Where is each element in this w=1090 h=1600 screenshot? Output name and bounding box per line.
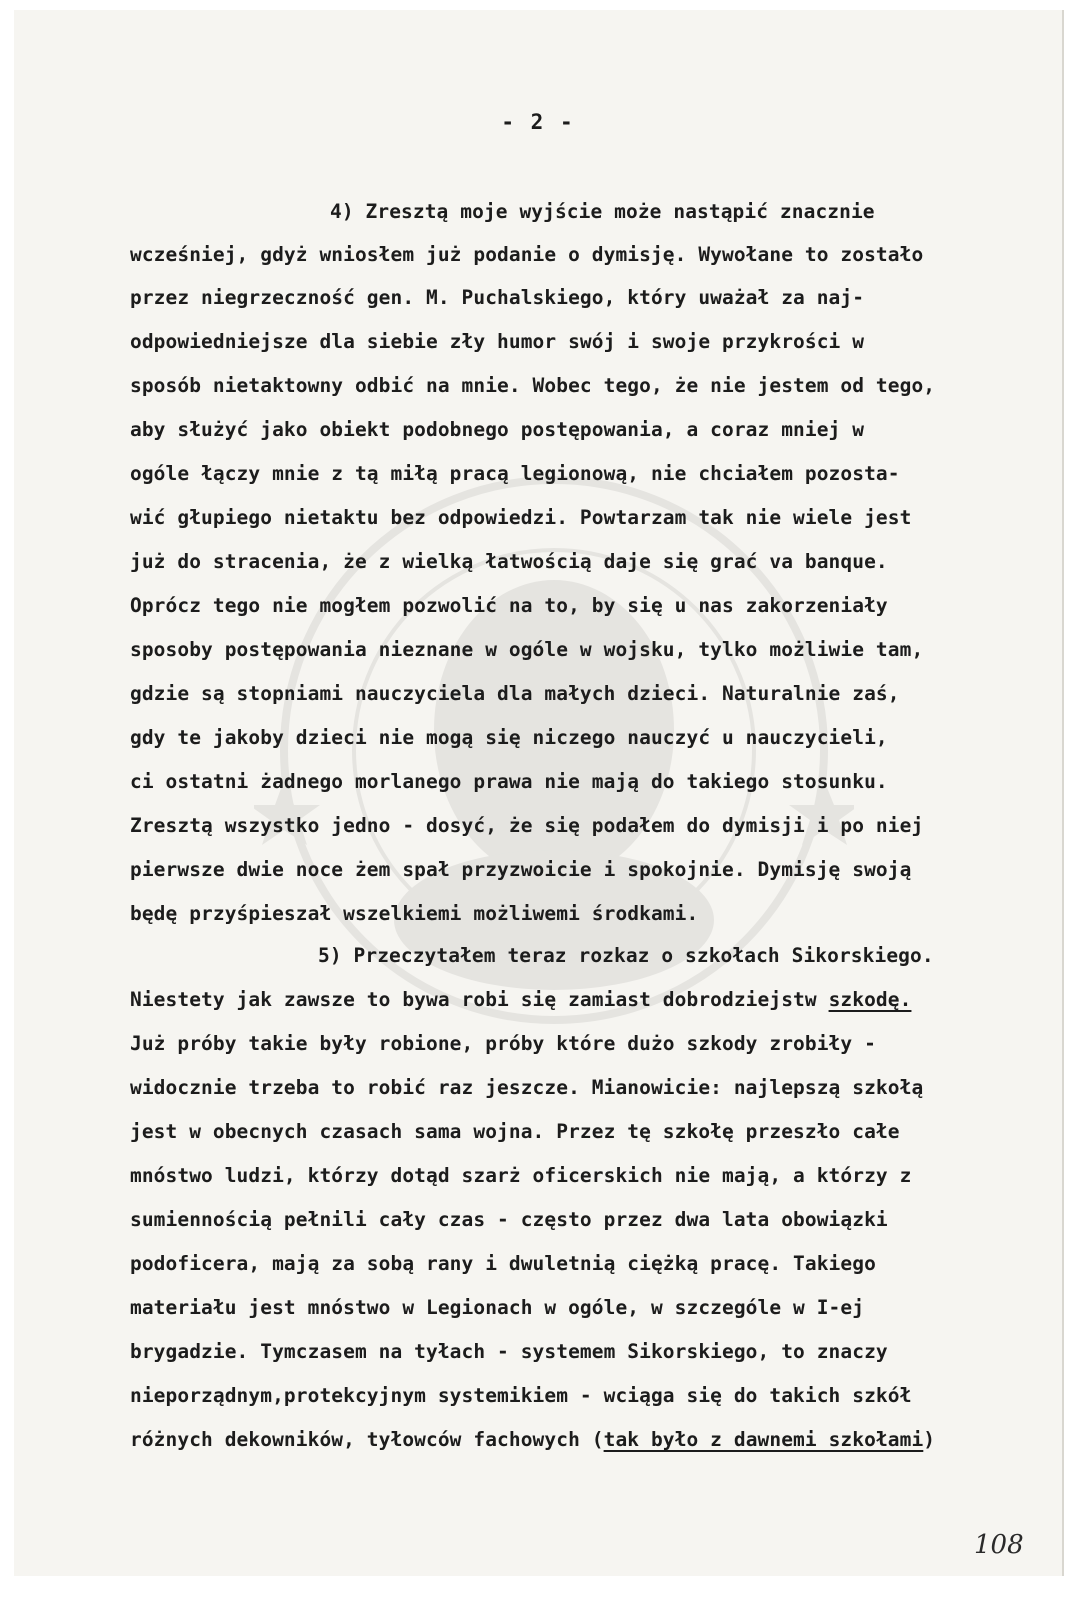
text-line [130, 1120, 1055, 1143]
text-line [130, 1032, 1055, 1055]
line-suffix: ) [923, 1428, 936, 1451]
line-text: gdy te jakoby dzieci nie mogą się niczego nauczyć u nauczycieli, [130, 726, 888, 749]
text-line [130, 418, 1055, 441]
text-line [130, 594, 1055, 617]
line-text: podoficera, mają za sobą rany i dwuletnią ciężką pracę. Takiego [130, 1252, 876, 1275]
line-text: sposoby postępowania nieznane w ogóle w wojsku, tylko możliwie tam, [130, 638, 924, 661]
text-line [130, 1340, 1055, 1363]
line-text: odpowiedniejsze dla siebie zły humor swój i swoje przykrości w [130, 330, 865, 353]
line-text: sumiennością pełnili cały czas - często przez dwa lata obowiązki [130, 1208, 888, 1231]
page-number: - 2 - [501, 110, 575, 134]
text-line [130, 330, 1055, 353]
text-line [130, 550, 1055, 573]
line-text: 5) Przeczytałem teraz rozkaz o szkołach Sikorskiego. [318, 944, 934, 967]
line-text: Niestety jak zawsze to bywa robi się zamiast dobrodziejstw [130, 988, 829, 1011]
line-text: sposób nietaktowny odbić na mnie. Wobec tego, że nie jestem od tego, [130, 374, 936, 397]
underlined-text: tak było z dawnemi szkołami [603, 1428, 924, 1451]
line-text: aby służyć jako obiekt podobnego postępowania, a coraz mniej w [130, 418, 865, 441]
text-line [130, 286, 1055, 309]
line-text: materiału jest mnóstwo w Legionach w ogóle, w szczególe w I-ej [130, 1296, 865, 1319]
line-text: przez niegrzeczność gen. M. Puchalskiego, który uważał za naj- [130, 286, 865, 309]
line-text: ci ostatni żadnego morlanego prawa nie mają do takiego stosunku. [130, 770, 888, 793]
line-text: Już próby takie były robione, próby które dużo szkody zrobiły - [130, 1032, 876, 1055]
line-text: będę przyśpieszał wszelkiemi możliwemi środkami. [130, 902, 699, 925]
text-line [130, 1252, 1055, 1275]
document-page [14, 10, 1064, 1576]
text-line [130, 770, 1055, 793]
text-line [130, 902, 1055, 925]
text-line [130, 858, 1055, 881]
text-line [130, 682, 1055, 705]
text-line [130, 1208, 1055, 1231]
text-line [130, 1384, 1055, 1407]
line-text: wić głupiego nietaktu bez odpowiedzi. Powtarzam tak nie wiele jest [130, 506, 912, 529]
text-line [330, 200, 1064, 223]
text-line [318, 944, 1064, 967]
text-line [130, 726, 1055, 749]
line-text: widocznie trzeba to robić raz jeszcze. Mianowicie: najlepszą szkołą [130, 1076, 924, 1099]
text-line [130, 1076, 1055, 1099]
line-text: mnóstwo ludzi, którzy dotąd szarż oficerskich nie mają, a którzy z [130, 1164, 912, 1187]
text-line [130, 462, 1055, 485]
line-text: 4) Zresztą moje wyjście może nastąpić znacznie [330, 200, 875, 223]
line-text: brygadzie. Tymczasem na tyłach - systemem Sikorskiego, to znaczy [130, 1340, 888, 1363]
text-line [130, 243, 1055, 266]
line-text: ogóle łączy mnie z tą miłą pracą legionową, nie chciałem pozosta- [130, 462, 900, 485]
text-line [130, 814, 1055, 837]
institute-seal-icon [254, 450, 854, 1070]
line-text: wcześniej, gdyż wniosłem już podanie o dymisję. Wywołane to zostało [130, 243, 924, 266]
line-text: jest w obecnych czasach sama wojna. Przez tę szkołę przeszło całe [130, 1120, 900, 1143]
text-line [130, 1296, 1055, 1319]
line-text: już do stracenia, że z wielką łatwością daje się grać va banque. [130, 550, 888, 573]
text-line [130, 988, 1055, 1011]
line-text: Zresztą wszystko jedno - dosyć, że się podałem do dymisji i po niej [130, 814, 924, 837]
text-line [130, 1164, 1055, 1187]
line-text: nieporządnym,protekcyjnym systemikiem - wciąga się do takich szkół [130, 1384, 912, 1407]
line-text: pierwsze dwie noce żem spał przyzwoicie i spokojnie. Dymisję swoją [130, 858, 912, 881]
text-line [130, 638, 1055, 661]
line-text: gdzie są stopniami nauczyciela dla małych dzieci. Naturalnie zaś, [130, 682, 900, 705]
text-line [130, 1428, 1055, 1451]
line-text: różnych dekowników, tyłowców fachowych ( [130, 1428, 604, 1451]
handwritten-folio-number: 108 [974, 1530, 1024, 1560]
underlined-text: szkodę. [828, 988, 912, 1011]
text-line [130, 374, 1055, 397]
text-line [130, 506, 1055, 529]
line-text: Oprócz tego nie mogłem pozwolić na to, by się u nas zakorzeniały [130, 594, 888, 617]
